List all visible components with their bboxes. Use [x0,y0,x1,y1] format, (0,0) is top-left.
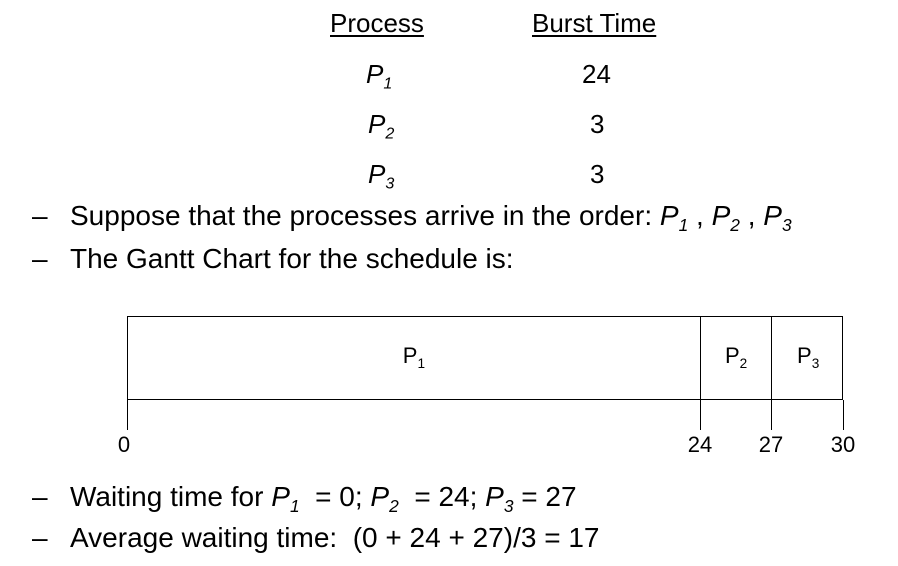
table-row-burst: 3 [590,109,605,139]
bullet-dash: – [32,481,48,512]
gantt-segment-p2 [701,317,773,399]
table-header-burst-time: Burst Time [532,8,657,38]
table-header-process: Process [330,8,424,38]
bullet-gantt-intro: The Gantt Chart for the schedule is: [70,243,514,274]
process-subscript: 3 [385,174,395,193]
table-row-process [368,159,395,193]
gantt-chart [127,316,843,400]
process-subscript: 1 [383,74,393,93]
process-name: P [368,159,386,189]
table-row-process [366,59,393,93]
gantt-tick [843,400,844,430]
bullet-waiting-times: Waiting time for $P_1 = 0$; $P_2 = 24$; $P_3 = 27$ [70,481,577,517]
gantt-segment-label: $P_2$ [724,343,748,371]
gantt-segment-p3 [772,317,844,399]
gantt-tick [127,400,128,430]
gantt-segment-label: $P_3$ [797,343,820,371]
process-name: P [368,109,386,139]
table-row-burst: 3 [590,159,605,189]
bullet-dash: – [32,522,48,553]
bullet-arrival-order: Suppose that the processes arrive in the order: $P_1$ , $P_2$ , $P_3$ [70,200,792,236]
bullet-text: Suppose that the processes arrive in the order: [70,200,660,231]
bullet-dash: – [32,243,48,274]
gantt-segment-label: $P_1$ [402,343,426,371]
table-row-burst: 24 [582,59,611,89]
process-subscript: 2 [385,124,395,143]
bullet-average-waiting-time: Average waiting time: (0 + 24 + 27)/3 = 17 [70,522,600,553]
gantt-tick-label: 0 [117,432,131,457]
table-row-process [368,109,395,143]
gantt-tick [771,400,772,430]
bullet-dash: – [32,200,48,231]
gantt-tick-label: 24 [687,432,713,457]
gantt-tick-label: 27 [758,432,784,457]
process-name: P [366,59,384,89]
gantt-tick-label: 30 [830,432,856,457]
gantt-tick [700,400,701,430]
gantt-segment-p1 [128,317,701,399]
